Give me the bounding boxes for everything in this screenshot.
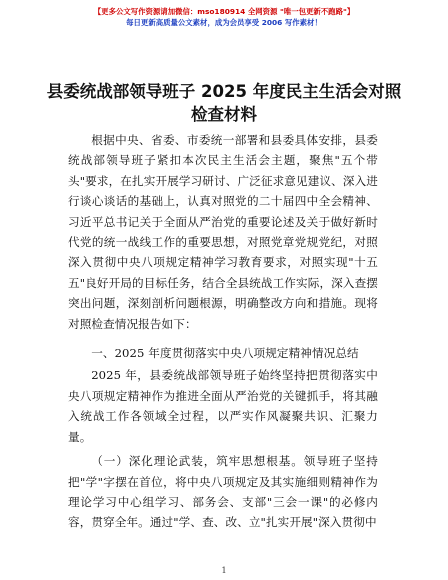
section-heading-1: 一、2025 年度贯彻落实中央八项规定精神情况总结: [91, 346, 359, 361]
header-banner: [0, 6, 448, 28]
summary-paragraph: 2025 年，县委统战部领导班子始终坚持把贯彻落实中央八项规定精神作为推进全面从严治党的关键抓手，将其融入统战工作各领域全过程，以严实作风凝聚共识、汇聚力量。: [68, 368, 378, 444]
page-number: 1: [221, 566, 227, 575]
banner-line-promo: 【更多公文写作资源请加微信：mso180914 全网资源 "唯一包更新不跑路"】: [93, 7, 355, 16]
banner-line-update: 每日更新高质量公文素材，成为会员享受 2006 写作素材！: [126, 18, 322, 27]
subsection-paragraph-1: （一）深化理论武装，筑牢思想根基。领导班子坚持把"学"字摆在首位，将中央八项规定及其实施细则精神作为理论学习中心组学习、部务会、支部"三会一课"的必修内容，贯穿全年。通过"学、查、改、立"扎实开展"深入贯彻中: [68, 454, 378, 530]
document-body: [68, 130, 378, 533]
document-title: 县委统战部领导班子 2025 年度民主生活会对照检查材料: [46, 82, 402, 124]
intro-paragraph: 根据中央、省委、市委统一部署和县委具体安排，县委统战部领导班子紧扣本次民主生活会主题，聚焦"五个带头"要求，在扎实开展学习研讨、广泛征求意见建议、深入进行谈心谈话的基础上，认真对照党的二十届四中全会精神、习近平总书记关于全面从严治党的重要论述及关于做好新时代党的统一战线工作的重要思想，对照党章党规党纪，对照深入贯彻中央八项规定精神学习教育要求，对照实现"十五五"良好开局的目标任务，结合全县统战工作实际，深入查摆突出问题，深刻剖析问题根源，明确整改方向和措施。现将对照检查情况报告如下：: [68, 133, 378, 331]
